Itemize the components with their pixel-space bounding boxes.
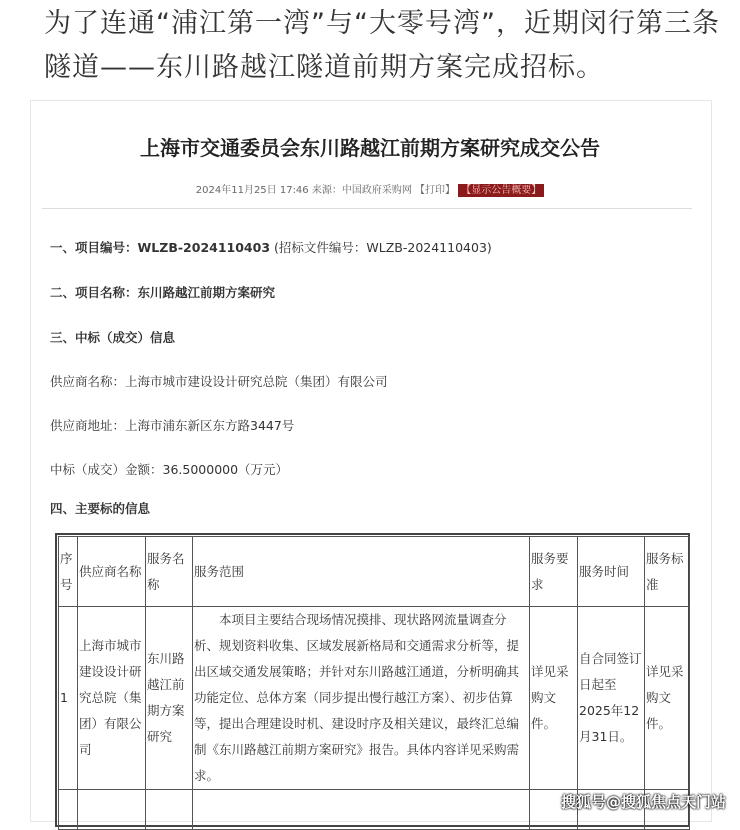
- table-header-row: [59, 537, 690, 607]
- section-project-number: [50, 238, 492, 256]
- cell: [59, 790, 78, 830]
- cell: [193, 790, 530, 830]
- header-cell: 供应商名称: [78, 537, 146, 607]
- label: 二、项目名称：: [50, 285, 138, 300]
- watermark: 搜狐号@搜狐焦点天门站: [560, 793, 726, 811]
- cell: 自合同签订日起至2025年12月31日。: [578, 607, 645, 790]
- header-cell: 服务时间: [578, 537, 645, 607]
- items-table: [58, 536, 690, 830]
- label: 一、项目编号：: [50, 240, 138, 255]
- cell: [146, 790, 193, 830]
- header-cell: 序号: [59, 537, 78, 607]
- cell: 详见采购文件。: [530, 607, 578, 790]
- value: WLZB-2024110403: [137, 240, 271, 255]
- section-main-items: 四、主要标的信息: [50, 501, 151, 516]
- supplier-address: 供应商地址：上海市浦东新区东方路3447号: [50, 418, 295, 433]
- divider: [42, 208, 692, 209]
- header-cell: 服务名称: [146, 537, 193, 607]
- cell: [78, 790, 146, 830]
- cell: 本项目主要结合现场情况摸排、现状路网流量调查分析、规划资料收集、区域发展新格局和交通需求分析等，提出区域交通发展策略；并针对东川路越江通道，分析明确其功能定位、总体方案（同步提出慢行越江方案）、初步估算等，提出合理建设时机、建设时序及相关建议，最终汇总编制《东川路越江前期方案研究》报告。具体内容详见采购需求。: [193, 607, 530, 790]
- header-cell: 服务要求: [530, 537, 578, 607]
- section-project-name: [50, 283, 275, 301]
- header-cell: 服务范围: [193, 537, 530, 607]
- notice-title: 上海市交通委员会东川路越江前期方案研究成交公告: [140, 136, 600, 160]
- award-amount: 中标（成交）金额：36.5000000（万元）: [50, 462, 289, 477]
- cell: 详见采购文件。: [645, 607, 690, 790]
- summary-badge[interactable]: 【显示公告概要】: [458, 184, 544, 197]
- value: 东川路越江前期方案研究: [137, 285, 276, 300]
- intro-text: 为了连通“浦江第一湾”与“大零号湾”，近期闵行第三条隧道——东川路越江隧道前期方案完成招标。: [44, 8, 720, 83]
- notice-meta: [0, 181, 740, 196]
- cell: 上海市城市建设设计研究总院（集团）有限公司: [78, 607, 146, 790]
- cell: 1: [59, 607, 78, 790]
- extra: (招标文件编号：WLZB-2024110403): [274, 240, 492, 255]
- table-row: [59, 607, 690, 790]
- section-award-info: 三、中标（成交）信息: [50, 330, 176, 345]
- cell: 东川路越江前期方案研究: [146, 607, 193, 790]
- header-cell: 服务标准: [645, 537, 690, 607]
- supplier-name: 供应商名称：上海市城市建设设计研究总院（集团）有限公司: [50, 374, 388, 389]
- meta-text: 2024年11月25日 17:46 来源：中国政府采购网 【打印】: [195, 185, 456, 196]
